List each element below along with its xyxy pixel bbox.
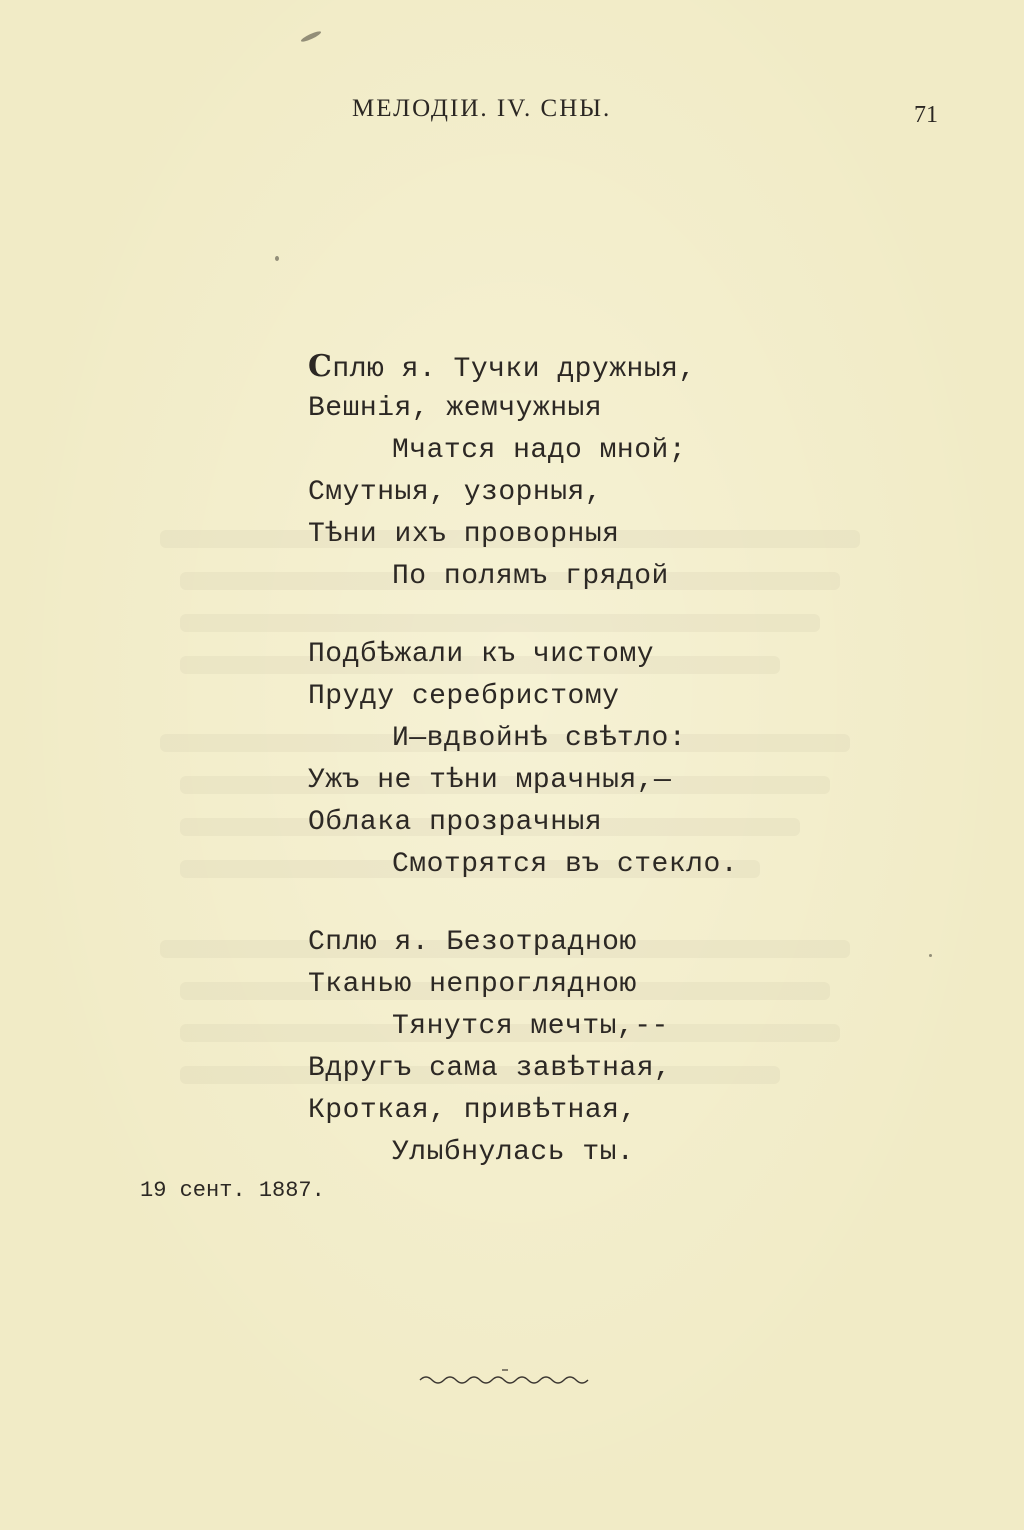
verse-line: Ужъ не тѣни мрачныя,— xyxy=(308,765,672,796)
verse-line: Сплю я. Безотрадною xyxy=(308,927,637,958)
wavy-ornament xyxy=(418,1368,590,1390)
running-header: МЕЛОДIИ. IV. СНЫ. xyxy=(352,95,612,122)
ink-speck xyxy=(275,256,279,261)
poem xyxy=(308,346,868,1210)
verse-line: Облака прозрачныя xyxy=(308,807,603,838)
poem-date: 19 сент. 1887. xyxy=(140,1178,325,1203)
verse-line: Тѣни ихъ проворныя xyxy=(308,519,620,550)
drop-cap: С xyxy=(308,349,333,384)
verse-line: Вешнiя, жемчужныя xyxy=(308,393,603,424)
verse-line: Вдругъ сама завѣтная, xyxy=(308,1053,672,1084)
ink-speck xyxy=(300,30,322,44)
verse-line: Сплю я. Тучки дружныя, xyxy=(308,349,696,385)
stanza-1 xyxy=(308,346,868,598)
verse-line: Тянутся мечты,-- xyxy=(392,1011,669,1042)
verse-line: Тканью непроглядною xyxy=(308,969,637,1000)
verse-line: И—вдвойнѣ свѣтло: xyxy=(392,723,687,754)
page-number: 71 xyxy=(914,102,938,128)
verse-line: Пруду серебристому xyxy=(308,681,620,712)
verse-line: Смотрятся въ стекло. xyxy=(392,849,739,880)
verse-line: Мчатся надо мной; xyxy=(392,435,687,466)
verse-line: По полямъ грядой xyxy=(392,561,669,592)
verse-line: Смутныя, узорныя, xyxy=(308,477,603,508)
verse-line: Улыбнулась ты. xyxy=(392,1137,635,1168)
verse-line: Подбѣжали къ чистому xyxy=(308,639,655,670)
stanza-2 xyxy=(308,634,868,886)
ink-speck xyxy=(929,954,932,957)
verse-line: Кроткая, привѣтная, xyxy=(308,1095,637,1126)
stanza-3 xyxy=(308,922,868,1174)
